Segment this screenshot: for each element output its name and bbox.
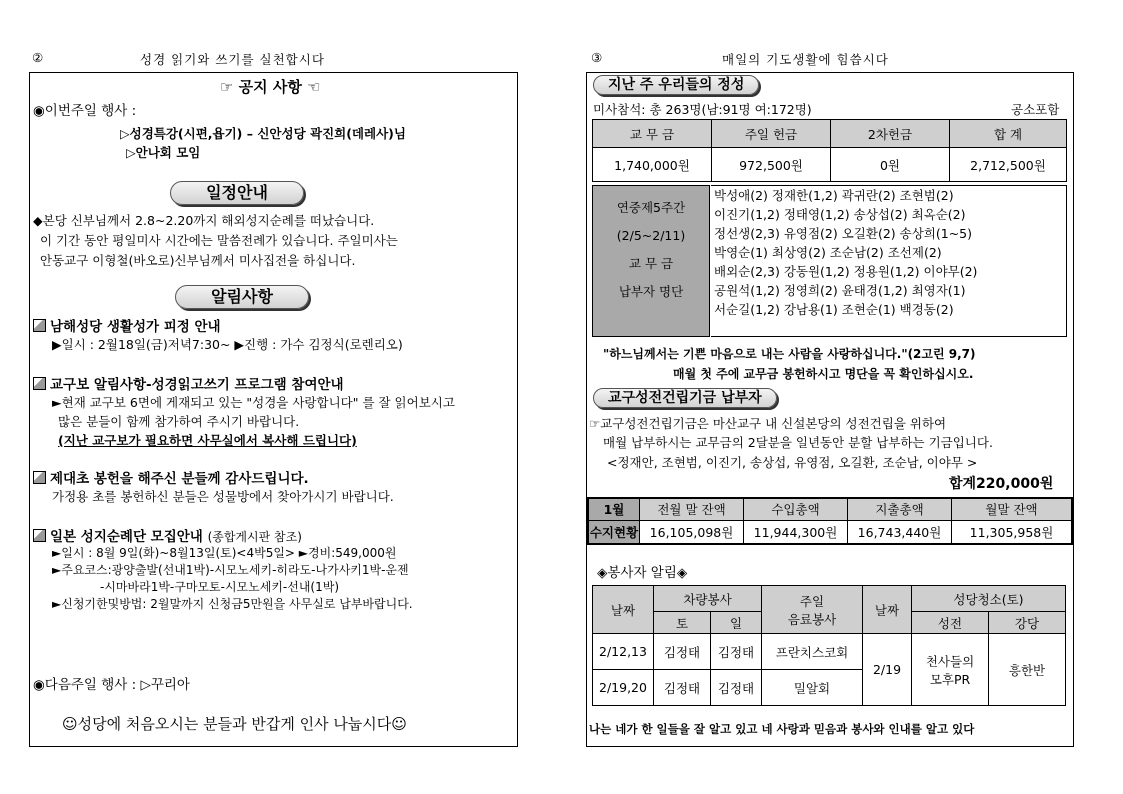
fund-line: 매월 납부하시는 교무금의 2달분을 일년동안 분할 납부하는 기금입니다. — [603, 435, 993, 450]
checkbox-icon — [33, 529, 46, 542]
section-line: ►현재 교구보 6면에 게재되고 있는 "성경을 사랑합니다" 를 잘 읽어보시고 — [52, 395, 455, 410]
donor-label: 연중제5주간 (2/5~2/11) 교 무 금 납부자 명단 — [592, 185, 710, 337]
service-cell: 천사들의 모후PR — [912, 634, 989, 706]
right-header: 매일의 기도생활에 힘씁시다 — [722, 52, 889, 67]
service-cell: 2/19 — [863, 634, 912, 706]
service-cell: 흥한반 — [989, 634, 1066, 706]
offering-table — [592, 119, 1067, 182]
this-week-item: ▷성경특강(시편,욥기) – 신안성당 곽진희(데레사)님 — [120, 126, 406, 141]
announce-title: 알림사항 — [175, 285, 309, 309]
offering-header: 주일 헌금 — [712, 120, 831, 148]
service-cell: 프란치스코회 — [762, 634, 863, 670]
right-page-number: ③ — [591, 50, 604, 65]
left-page-number: ② — [32, 50, 45, 65]
service-header: 강당 — [989, 612, 1066, 634]
balance-value: 16,743,440원 — [848, 520, 952, 544]
service-header: 날짜 — [863, 586, 912, 634]
balance-header: 수입총액 — [744, 498, 848, 520]
this-week-item: ▷안나회 모임 — [126, 145, 201, 160]
donor-line: 정선생(2,3) 유영점(2) 오길환(2) 송상희(1~5) — [714, 226, 972, 241]
left-header: 성경 읽기와 쓰기를 실천합시다 — [140, 52, 325, 67]
checkbox-icon — [33, 377, 46, 390]
balance-value: 16,105,098원 — [640, 520, 744, 544]
balance-table — [587, 497, 1073, 545]
section-title: 남해성당 생활성가 피정 안내 — [33, 315, 221, 335]
section-line: ►주요코스:광양출발(선내1박)-시모노세키-히라도-나가사키1박-운젠 — [52, 563, 409, 577]
left-footer: ☺성당에 처음오시는 분들과 반갑게 인사 나눕시다☺ — [62, 715, 407, 733]
service-header: 성전 — [912, 612, 989, 634]
balance-value: 11,305,958원 — [952, 520, 1073, 544]
left-panel — [29, 72, 518, 747]
section-line: 가정용 초를 봉헌하신 분들은 성물방에서 찾아가시기 바랍니다. — [52, 489, 394, 504]
section-title: 제대초 봉헌을 해주신 분들께 감사드립니다. — [33, 467, 309, 487]
quote-reminder: 매월 첫 주에 교무금 봉헌하시고 명단을 꼭 확인하십시오. — [673, 367, 974, 381]
donor-line: 이진기(1,2) 정태영(1,2) 송상섭(2) 최옥순(2) — [714, 207, 966, 222]
offering-header: 2차헌금 — [831, 120, 950, 148]
attendance-note: 공소포함 — [1011, 102, 1060, 117]
bottom-verse: 나는 네가 한 일들을 잘 알고 있고 네 사랑과 믿음과 봉사와 인내를 알고 있다 — [589, 722, 975, 736]
attendance: 미사참석: 총 263명(남:91명 여:172명) — [593, 102, 812, 117]
schedule-line: 안동교구 이형철(바오로)신부님께서 미사집전을 하십니다. — [40, 253, 356, 268]
section-line: ►일시 : 8월 9일(화)~8월13일(토)<4박5일> ►경비:549,000원 — [52, 546, 397, 560]
fund-line: ☞교구성전건립기금은 마산교구 내 신설본당의 성전건립을 위하여 — [589, 416, 947, 431]
balance-label: 1월 — [588, 498, 640, 520]
service-header: 주일 음료봉사 — [762, 586, 863, 634]
service-cell: 밀알회 — [762, 670, 863, 706]
right-panel — [586, 72, 1074, 747]
offering-value: 1,740,000원 — [593, 148, 712, 182]
service-header: 성당청소(토) — [912, 586, 1066, 612]
quote: "하느님께서는 기쁜 마음으로 내는 사람을 사랑하십니다."(2고린 9,7) — [603, 347, 976, 361]
offering-title: 지난 주 우리들의 정성 — [593, 75, 759, 95]
donor-line: 배외순(2,3) 강동원(1,2) 정용원(1,2) 이야무(2) — [714, 264, 978, 279]
service-cell: 김정태 — [654, 670, 711, 706]
balance-header: 지출총액 — [848, 498, 952, 520]
offering-value: 972,500원 — [712, 148, 831, 182]
section-line: 많은 분들이 함께 참가하여 주시기 바랍니다. — [58, 414, 300, 429]
section-title: 교구보 알림사항-성경읽고쓰기 프로그램 참여안내 — [33, 373, 344, 393]
offering-value: 0원 — [831, 148, 950, 182]
offering-header: 교 무 금 — [593, 120, 712, 148]
fund-title: 교구성전건립기금 납부자 — [593, 388, 777, 408]
section-line: ▶일시 : 2월18일(금)저녁7:30~ ▶진행 : 가수 김정식(로렌리오) — [52, 337, 403, 352]
checkbox-icon — [33, 319, 46, 332]
service-cell: 김정태 — [711, 634, 762, 670]
donor-line: 서순길(1,2) 강남용(1) 조현순(1) 백경동(2) — [714, 302, 954, 317]
fund-line: <정재안, 조현범, 이진기, 송상섭, 유영점, 오길환, 조순남, 이야무 > — [607, 455, 978, 470]
this-week-label: ◉이번주일 행사 : — [33, 103, 137, 119]
schedule-line: 이 기간 동안 평일미사 시간에는 말씀전례가 있습니다. 주일미사는 — [40, 233, 398, 248]
notice-title: ☞ 공지 사항 ☜ — [220, 78, 321, 96]
balance-label: 수지현황 — [588, 520, 640, 544]
service-header: 차량봉사 — [654, 586, 762, 612]
service-cell: 2/19,20 — [593, 670, 654, 706]
donor-line: 공원석(1,2) 정영희(2) 윤태경(1,2) 최영자(1) — [714, 283, 966, 298]
schedule-line: ◆본당 신부님께서 2.8~2.20까지 해외성지순례를 떠났습니다. — [33, 213, 375, 228]
service-header: 날짜 — [593, 586, 654, 634]
service-table — [592, 585, 1066, 706]
section-title: 일본 성지순례단 모집안내 (종합게시판 참조) — [33, 525, 302, 545]
service-header: 일 — [711, 612, 762, 634]
schedule-title: 일정안내 — [170, 181, 304, 205]
section-line: ►신청기한및방법: 2월말까지 신청금5만원을 사무실로 납부바랍니다. — [52, 597, 413, 611]
section-line: (지난 교구보가 필요하면 사무실에서 복사해 드립니다) — [58, 433, 357, 448]
next-week: ◉다음주일 행사 : ▷꾸리아 — [33, 677, 190, 693]
section-line: -시마바라1박-구마모토-시모노세키-선내(1박) — [100, 580, 340, 594]
service-cell: 김정태 — [711, 670, 762, 706]
balance-header: 전월 말 잔액 — [640, 498, 744, 520]
donor-line: 박성애(2) 정재한(1,2) 곽귀란(2) 조현범(2) — [714, 188, 954, 203]
service-cell: 김정태 — [654, 634, 711, 670]
balance-value: 11,944,300원 — [744, 520, 848, 544]
offering-value: 2,712,500원 — [950, 148, 1067, 182]
offering-header: 합 계 — [950, 120, 1067, 148]
service-cell: 2/12,13 — [593, 634, 654, 670]
fund-total: 합계220,000원 — [949, 476, 1054, 492]
balance-header: 월말 잔액 — [952, 498, 1073, 520]
donor-list — [711, 185, 1067, 337]
service-header: 토 — [654, 612, 711, 634]
service-title: ◈봉사자 알림◈ — [597, 565, 688, 581]
donor-line: 박영순(1) 최상영(2) 조순남(2) 조선제(2) — [714, 245, 942, 260]
checkbox-icon — [33, 471, 46, 484]
